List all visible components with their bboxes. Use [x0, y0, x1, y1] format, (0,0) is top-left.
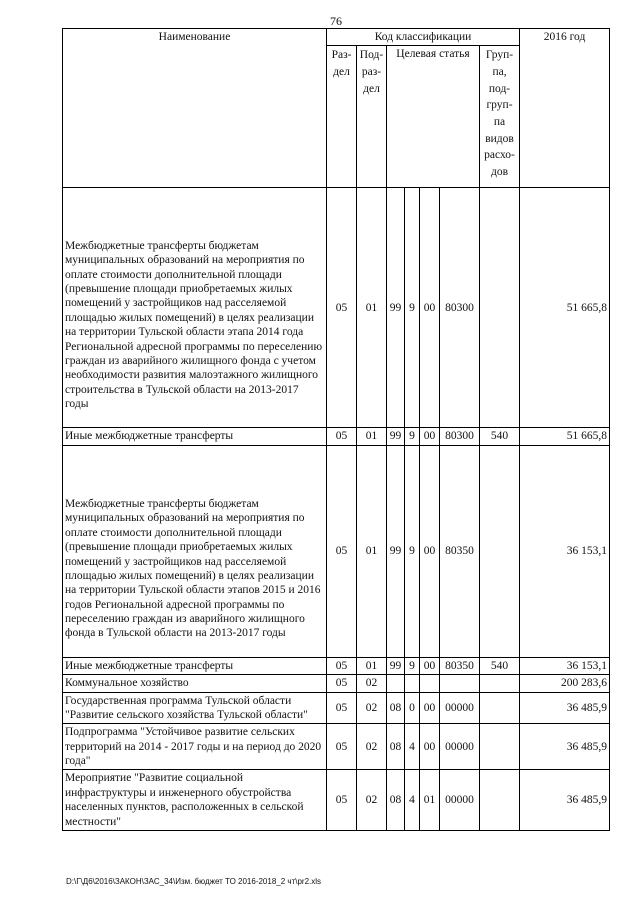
header-year: 2016 год: [520, 29, 610, 188]
row-target-event: 00: [420, 692, 440, 724]
row-name: Иные межбюджетные трансферты: [63, 657, 327, 674]
header-target: Целевая статья: [387, 46, 480, 188]
row-amount: 51 665,8: [520, 428, 610, 445]
table-row: [63, 428, 610, 445]
row-target-program: 08: [387, 770, 405, 831]
row-target-subprogram: [405, 675, 420, 692]
row-target-direction: [440, 675, 480, 692]
header-name: Наименование: [63, 29, 327, 188]
row-name: Государственная программа Тульской области "Развитие сельского хозяйства Тульской области": [63, 692, 327, 724]
row-subsection: 02: [357, 675, 387, 692]
row-target-event: 00: [420, 445, 440, 657]
row-amount: 36 153,1: [520, 445, 610, 657]
row-section: 05: [327, 692, 357, 724]
row-amount: 36 485,9: [520, 770, 610, 831]
row-target-subprogram: 9: [405, 188, 420, 428]
row-target-event: 00: [420, 657, 440, 674]
file-path-footer: D:\Г\Д6\2016\ЗАКОН\ЗАС_34\Изм. бюджет ТО 2016-2018_2 чт\pr2.xls: [66, 877, 322, 886]
row-name: Подпрограмма "Устойчивое развитие сельских территорий на 2014 - 2017 годы и на период до 2020 года": [63, 724, 327, 770]
row-expense-group: [480, 770, 520, 831]
row-subsection: 01: [357, 445, 387, 657]
row-target-direction: 00000: [440, 770, 480, 831]
row-section: 05: [327, 657, 357, 674]
table-row: [63, 770, 610, 831]
row-amount: 36 485,9: [520, 724, 610, 770]
row-expense-group: [480, 675, 520, 692]
row-target-event: 00: [420, 724, 440, 770]
row-target-program: 08: [387, 724, 405, 770]
row-subsection: 02: [357, 724, 387, 770]
row-subsection: 02: [357, 770, 387, 831]
row-target-event: 01: [420, 770, 440, 831]
row-name: Коммунальное хозяйство: [63, 675, 327, 692]
table-row: [63, 724, 610, 770]
header-group: Груп-па, под-груп-па видов расхо-дов: [480, 46, 520, 188]
row-target-direction: 00000: [440, 692, 480, 724]
row-target-direction: 80300: [440, 188, 480, 428]
row-target-event: 00: [420, 188, 440, 428]
table-row: [63, 692, 610, 724]
table-row: [63, 675, 610, 692]
row-subsection: 01: [357, 657, 387, 674]
page-number: 76: [330, 14, 342, 28]
row-expense-group: [480, 724, 520, 770]
row-target-direction: 80300: [440, 428, 480, 445]
row-target-program: 99: [387, 428, 405, 445]
row-target-direction: 00000: [440, 724, 480, 770]
row-expense-group: [480, 188, 520, 428]
row-expense-group: [480, 692, 520, 724]
header-row-1: [63, 29, 610, 46]
row-subsection: 01: [357, 428, 387, 445]
row-target-subprogram: 4: [405, 770, 420, 831]
header-code-group: Код классификации: [327, 29, 520, 46]
row-section: 05: [327, 445, 357, 657]
table-row: [63, 188, 610, 428]
row-target-program: [387, 675, 405, 692]
row-target-subprogram: 4: [405, 724, 420, 770]
row-section: 05: [327, 188, 357, 428]
row-name: Иные межбюджетные трансферты: [63, 428, 327, 445]
row-target-subprogram: 0: [405, 692, 420, 724]
row-name: Мероприятие "Развитие социальной инфраструктуры и инженерного обустройства населенных пунктов, расположенных в сельской местности": [63, 770, 327, 831]
row-subsection: 01: [357, 188, 387, 428]
header-subsection: Под-раз-дел: [357, 46, 387, 188]
row-expense-group: [480, 445, 520, 657]
row-subsection: 02: [357, 692, 387, 724]
row-section: 05: [327, 428, 357, 445]
row-section: 05: [327, 770, 357, 831]
row-amount: 36 485,9: [520, 692, 610, 724]
row-expense-group: 540: [480, 428, 520, 445]
row-target-program: 08: [387, 692, 405, 724]
row-expense-group: 540: [480, 657, 520, 674]
table-row: [63, 445, 610, 657]
row-name: Межбюджетные трансферты бюджетам муниципальных образований на мероприятия по оплате стоимости дополнительной площади (превышение площади приобретаемых жилых помещений у застройщиков над расселяемой площадью жилых помещений) в целях реализации на территории Тульской области этапов 2015 и 2016 годов Региональной адресной программы по переселению граждан из аварийного жилищного фонда в Тульской области на 2013-2017 годы: [63, 445, 327, 657]
row-target-program: 99: [387, 445, 405, 657]
row-target-event: 00: [420, 428, 440, 445]
row-target-program: 99: [387, 188, 405, 428]
row-section: 05: [327, 675, 357, 692]
row-section: 05: [327, 724, 357, 770]
row-target-subprogram: 9: [405, 445, 420, 657]
row-target-subprogram: 9: [405, 657, 420, 674]
table-row: [63, 657, 610, 674]
row-target-direction: 80350: [440, 445, 480, 657]
row-amount: 51 665,8: [520, 188, 610, 428]
row-target-event: [420, 675, 440, 692]
row-amount: 36 153,1: [520, 657, 610, 674]
row-target-direction: 80350: [440, 657, 480, 674]
row-amount: 200 283,6: [520, 675, 610, 692]
row-name: Межбюджетные трансферты бюджетам муниципальных образований на мероприятия по оплате стоимости дополнительной площади (превышение площади приобретаемых жилых помещений у застройщиков над расселяемой площадью жилых помещений) в целях реализации на территории Тульской области этапа 2014 года Региональной адресной программы по переселению граждан из аварийного жилищного фонда с учетом необходимости развития малоэтажного жилищного строительства в Тульской области на 2013-2017 годы: [63, 188, 327, 428]
row-target-subprogram: 9: [405, 428, 420, 445]
row-target-program: 99: [387, 657, 405, 674]
header-section: Раз-дел: [327, 46, 357, 188]
budget-table: [62, 28, 610, 831]
